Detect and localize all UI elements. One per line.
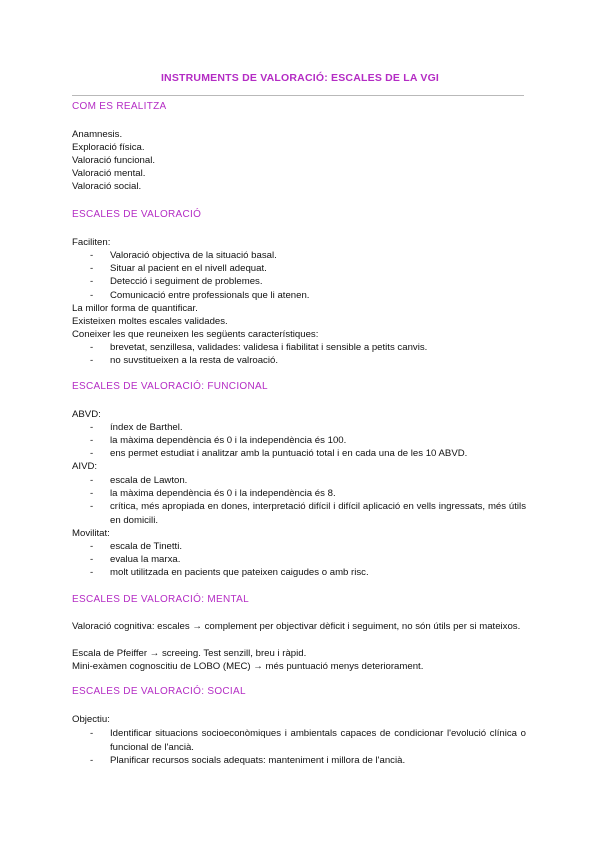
list-item: no suvstitueixen a la resta de valroació.: [110, 355, 278, 366]
text-line: Escala de Pfeiffer → screeing. Test senzill, breu i ràpid.: [72, 648, 307, 659]
bullet-marker: -: [90, 554, 94, 565]
bullet-marker: -: [90, 448, 94, 459]
list-item: molt utilitzada en pacients que pateixen caigudes o amb risc.: [110, 567, 369, 578]
document-title: INSTRUMENTS DE VALORACIÓ: ESCALES DE LA VGI: [160, 72, 440, 84]
text-line: AIVD:: [72, 461, 98, 472]
text-line: Anamnesis.: [72, 129, 123, 140]
bullet-marker: -: [90, 755, 94, 766]
list-item: Identificar situacions socioeconòmiques i ambientals capaces de condicionar l'evolució clínica o funcional de l'ancià.: [110, 728, 526, 753]
bullet-marker: -: [90, 355, 94, 366]
text-line: Faciliten:: [72, 237, 111, 248]
paragraph: Valoració cognitiva: escales → complement per objectivar dèficit i seguiment, no són útils per si mateixos.: [72, 621, 521, 632]
text-line: Coneixer les que reuneixen les següents característiques:: [72, 329, 319, 340]
bullet-marker: -: [90, 342, 94, 353]
text-line: Exploració física.: [72, 142, 145, 153]
bullet-marker: -: [90, 488, 94, 499]
list-item: la màxima dependència és 0 i la independència és 8.: [110, 488, 336, 499]
text-line: Valoració funcional.: [72, 155, 156, 166]
list-item: índex de Barthel.: [110, 422, 183, 433]
list-item: ens permet estudiat i analitzar amb la puntuació total i en cada una de les 10 ABVD.: [110, 448, 468, 459]
text-line: Mini-exàmen cognoscitiu de LOBO (MEC) → més puntuació menys deteriorament.: [72, 661, 424, 672]
list-item: Valoració objectiva de la situació basal.: [110, 250, 277, 261]
text-line: Movilitat:: [72, 528, 110, 539]
text-line: La millor forma de quantificar.: [72, 303, 198, 314]
section-heading-mental: ESCALES DE VALORACIÓ: MENTAL: [72, 594, 249, 605]
bullet-marker: -: [90, 422, 94, 433]
text-line: Objectiu:: [72, 714, 110, 725]
bullet-marker: -: [90, 501, 94, 512]
text-line: ABVD:: [72, 409, 101, 420]
list-item: crítica, més apropiada en dones, interpretació difícil i difícil aplicació en vells ingressats, més útils en domicili.: [110, 501, 526, 526]
list-item: brevetat, senzillesa, validades: validesa i fiabilitat i sensible a petits canvis.: [110, 342, 428, 353]
bullet-marker: -: [90, 475, 94, 486]
section-heading-com-es-realitza: COM ES REALITZA: [72, 101, 167, 112]
text-line: Valoració social.: [72, 181, 142, 192]
list-item: evalua la marxa.: [110, 554, 181, 565]
section-heading-funcional: ESCALES DE VALORACIÓ: FUNCIONAL: [72, 381, 268, 392]
list-item: Comunicació entre professionals que li atenen.: [110, 290, 310, 301]
list-item: Detecció i seguiment de problemes.: [110, 276, 263, 287]
text-line: Existeixen moltes escales validades.: [72, 316, 228, 327]
section-heading-escales-de-valoracio: ESCALES DE VALORACIÓ: [72, 209, 202, 220]
bullet-marker: -: [90, 263, 94, 274]
bullet-marker: -: [90, 290, 94, 301]
list-item: la màxima dependència és 0 i la independència és 100.: [110, 435, 347, 446]
bullet-marker: -: [90, 567, 94, 578]
section-heading-social: ESCALES DE VALORACIÓ: SOCIAL: [72, 686, 246, 697]
bullet-marker: -: [90, 435, 94, 446]
list-item: escala de Tinetti.: [110, 541, 182, 552]
list-item: escala de Lawton.: [110, 475, 188, 486]
list-item: Planificar recursos socials adequats: manteniment i millora de l'ancià.: [110, 755, 406, 766]
bullet-marker: -: [90, 728, 94, 739]
bullet-marker: -: [90, 250, 94, 261]
text-line: Valoració mental.: [72, 168, 146, 179]
bullet-marker: -: [90, 541, 94, 552]
bullet-marker: -: [90, 276, 94, 287]
list-item: Situar al pacient en el nivell adequat.: [110, 263, 267, 274]
title-divider: [72, 95, 524, 96]
